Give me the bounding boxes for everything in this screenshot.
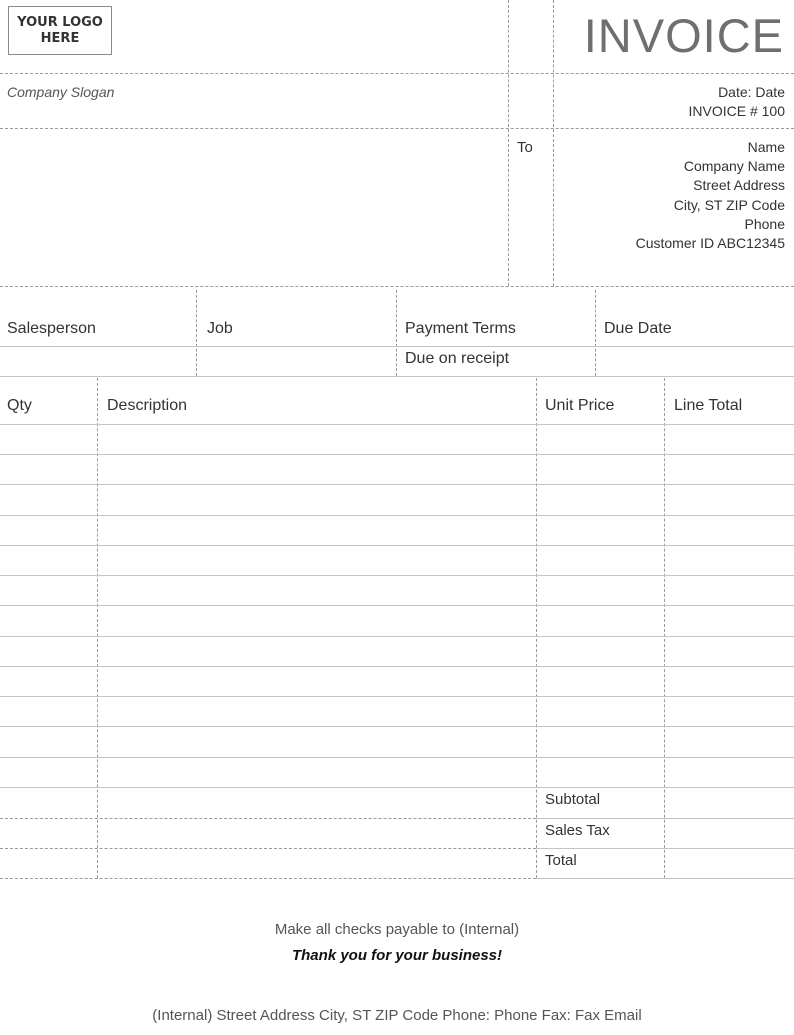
checks-payable-note: Make all checks payable to (Internal)	[274, 921, 520, 938]
info-divider-2	[396, 290, 397, 376]
info-row-rule	[0, 346, 794, 347]
table-row	[0, 454, 794, 455]
header-rule-2	[0, 128, 794, 129]
thank-you-note: Thank you for your business!	[291, 947, 503, 964]
info-header-payment-terms: Payment Terms	[405, 320, 516, 337]
logo-placeholder	[8, 6, 112, 55]
bill-to-street: Street Address	[693, 177, 785, 193]
invoice-title: INVOICE	[583, 9, 784, 62]
total-label: Total	[545, 852, 577, 869]
items-header-description: Description	[107, 397, 188, 414]
bill-to-label: To	[517, 139, 533, 156]
sales-tax-label: Sales Tax	[545, 822, 610, 839]
company-slogan: Company Slogan	[7, 84, 115, 100]
table-row	[0, 787, 794, 788]
table-row	[0, 757, 794, 758]
items-divider-2	[536, 378, 537, 878]
logo-line-2: HERE	[40, 30, 80, 46]
table-row	[0, 636, 794, 637]
info-header-job: Job	[207, 320, 233, 337]
totals-rule-1-left	[0, 818, 536, 819]
table-row	[0, 515, 794, 516]
items-header-unit-price: Unit Price	[545, 397, 615, 414]
company-contact-line: (Internal) Street Address City, ST ZIP Code Phone: Phone Fax: Fax Email	[152, 1007, 642, 1024]
header-divider-1	[508, 0, 509, 286]
bill-to-phone: Phone	[744, 216, 785, 232]
invoice-date: Date: Date	[718, 84, 785, 100]
header-divider-2	[553, 0, 554, 286]
table-row	[0, 605, 794, 606]
items-header-qty: Qty	[7, 397, 32, 414]
items-divider-3	[664, 378, 665, 878]
table-row	[0, 575, 794, 576]
bill-to-company: Company Name	[683, 158, 785, 174]
items-header-line-total: Line Total	[674, 397, 743, 414]
table-row	[0, 545, 794, 546]
items-divider-1	[97, 378, 98, 878]
header-rule-3	[0, 286, 794, 287]
info-value-payment-terms[interactable]: Due on receipt	[405, 350, 510, 367]
totals-bottom-left	[0, 878, 536, 879]
subtotal-label: Subtotal	[545, 791, 601, 808]
totals-rule-2-left	[0, 848, 536, 849]
bill-to-city: City, ST ZIP Code	[673, 197, 785, 213]
info-divider-1	[196, 290, 197, 376]
info-header-due-date: Due Date	[604, 320, 672, 337]
table-row	[0, 666, 794, 667]
header-rule-1	[0, 73, 794, 74]
totals-rule-1-right	[536, 818, 794, 819]
bill-to-name: Name	[747, 139, 785, 155]
totals-rule-2-right	[536, 848, 794, 849]
info-divider-3	[595, 290, 596, 376]
logo-line-1: YOUR LOGO	[17, 14, 103, 30]
table-row	[0, 726, 794, 727]
table-row	[0, 696, 794, 697]
invoice-number: INVOICE # 100	[688, 103, 785, 119]
bill-to-customer-id: Customer ID ABC12345	[635, 235, 785, 251]
totals-bottom-right	[536, 878, 794, 879]
table-row	[0, 484, 794, 485]
table-row	[0, 424, 794, 425]
info-bottom-rule	[0, 376, 794, 377]
info-header-salesperson: Salesperson	[7, 320, 96, 337]
